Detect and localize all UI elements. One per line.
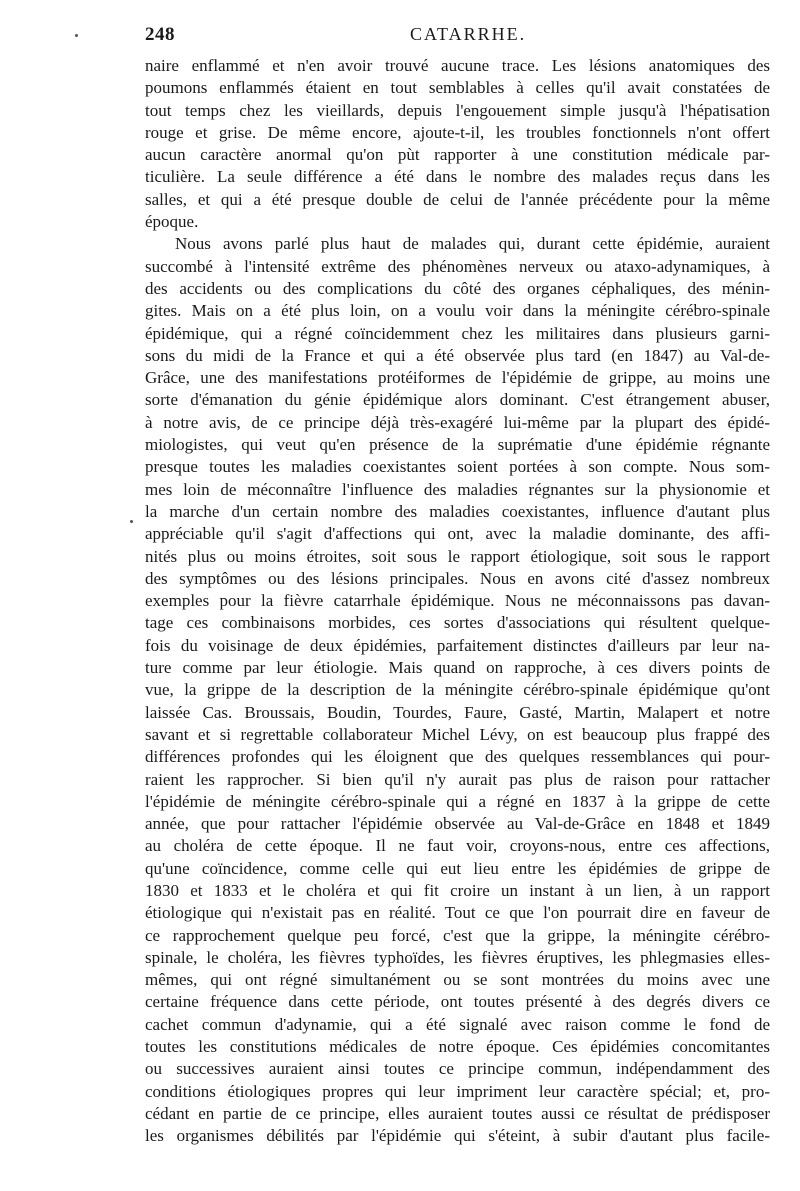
body-text [145, 55, 770, 1148]
text-line: raient les rapprocher. Si bien qu'il n'y aurait pas plus de raison pour rattacher [145, 769, 770, 789]
text-line: nités plus ou moins étroites, soit sous le rapport étiologique, soit sous le rapport [145, 546, 770, 566]
text-line: gites. Mais on a été plus loin, on a voulu voir dans la méningite cérébro-spinale [145, 301, 770, 321]
text-line: sorte d'émanation du génie épidémique alors dominant. C'est étrangement abuser, [145, 390, 770, 410]
text-line: étiologique qui n'existait pas en réalité. Tout ce que l'on pourrait dire en faveur de [145, 903, 770, 923]
text-line: exemples pour la fièvre catarrhale épidémique. Nous ne méconnaissons pas davan- [145, 591, 770, 611]
text-line: salles, et qui a été presque double de celui de l'année précédente pour la même [145, 189, 770, 209]
text-line: des accidents ou des complications du côté des organes céphaliques, des ménin- [145, 278, 770, 298]
text-line: qu'une coïncidence, comme celle qui eut lieu entre les épidémies de grippe de [145, 858, 770, 878]
text-line: cachet commun d'adynamie, qui a été signalé avec raison comme le fond de [145, 1014, 770, 1034]
text-line: ticulière. La seule différence a été dans le nombre des malades reçus dans les [145, 167, 770, 187]
text-line: année, que pour rattacher l'épidémie observée au Val-de-Grâce en 1848 et 1849 [145, 814, 770, 834]
text-line: ou successives auraient ainsi toutes ce principe commun, indépendamment des [145, 1059, 770, 1079]
text-line: miologistes, qui veut qu'en présence de la suprématie d'une épidémie régnante [145, 435, 770, 455]
text-line: 1830 et 1833 et le choléra et qui fit croire un instant à un lien, à un rapport [145, 880, 770, 900]
text-line: naire enflammé et n'en avoir trouvé aucune trace. Les lésions anatomiques des [145, 56, 770, 75]
running-head: CATARRHE. [410, 24, 527, 44]
text-line: conditions étiologiques propres qui leur impriment leur caractère spécial; et, pro- [145, 1081, 770, 1101]
text-line: vue, la grippe de la description de la méningite cérébro-spinale épidémique qu'ont [145, 680, 770, 700]
text-line: ce rapprochement quelque peu forcé, c'est que la grippe, la méningite cérébro- [145, 925, 770, 945]
margin-speck [75, 34, 78, 37]
text-line: à notre avis, de ce principe déjà très-exagéré lui-même par la plupart des épidé- [145, 412, 770, 432]
text-line: spinale, le choléra, les fièvres typhoïdes, les fièvres éruptives, les phlegmasies elles- [145, 947, 770, 967]
text-line: au choléra de cette époque. Il ne faut voir, croyons-nous, entre ces affections, [145, 836, 770, 856]
text-line: laissée Cas. Broussais, Boudin, Tourdes, Faure, Gasté, Martin, Malapert et notre [145, 702, 770, 722]
text-line: fois du voisinage de deux épidémies, parfaitement distinctes d'ailleurs par leur na- [145, 635, 770, 655]
text-line: cédant en partie de ce principe, elles auraient toutes aussi ce résultat de prédisposer [145, 1103, 770, 1123]
text-line: presque toutes les maladies coexistantes soient portées à son compte. Nous som- [145, 457, 770, 477]
text-line: toutes les constitutions médicales de notre époque. Ces épidémies concomitantes [145, 1037, 770, 1057]
text-line: succombé à l'intensité extrême des phénomènes nerveux ou ataxo-adynamiques, à [145, 256, 770, 276]
text-line: poumons enflammés étaient en tout semblables à celles qu'il avait constatées de [145, 78, 770, 98]
text-line: appréciable qu'il s'agit d'affections qui ont, avec la maladie dominante, des affi- [145, 524, 770, 544]
text-line: différences profondes qui les éloignent que des quelques ressemblances qui pour- [145, 747, 770, 767]
text-line: aucun caractère anormal qu'on pùt rapporter à une constitution médicale par- [145, 145, 770, 165]
page-number: 248 [145, 24, 175, 45]
paragraph-start-line: Nous avons parlé plus haut de malades qui, durant cette épidémie, auraient [175, 234, 770, 254]
text-line: savant et si regrettable collaborateur Michel Lévy, on est beaucoup plus frappé des [145, 724, 770, 744]
text-line: l'épidémie de méningite cérébro-spinale qui a régné en 1837 à la grippe de cette [145, 791, 770, 811]
page-header [145, 24, 770, 50]
text-line: ture comme par leur étiologie. Mais quand on rapproche, à ces divers points de [145, 658, 770, 678]
text-line: Grâce, une des manifestations protéiformes de l'épidémie de grippe, au moins une [145, 368, 770, 388]
text-line: les organismes débilités par l'épidémie qui s'éteint, à subir d'autant plus facile- [145, 1126, 770, 1146]
text-line: des symptômes ou des lésions principales. Nous en avons cité d'assez nombreux [145, 568, 770, 588]
text-line: la marche d'un certain nombre des maladies coexistantes, influence d'autant plus [145, 501, 770, 521]
text-line: certaine fréquence dans cette période, ont toutes présenté à des degrés divers ce [145, 992, 770, 1012]
margin-speck [130, 520, 133, 523]
text-line: tout temps chez les vieillards, depuis l'engouement simple jusqu'à l'hépatisation [145, 100, 770, 120]
text-line: mêmes, qui ont régné simultanément ou se sont montrées du moins avec une [145, 970, 770, 990]
text-line: épidémique, qui a régné coïncidemment chez les militaires dans plusieurs garni- [145, 323, 770, 343]
text-line: tage ces combinaisons morbides, ces sortes d'associations qui résultent quelque- [145, 613, 770, 633]
text-line: mes loin de méconnaître l'influence des maladies régnantes sur la physionomie et [145, 479, 770, 499]
paragraph-end-line: époque. [145, 212, 199, 232]
text-line: rouge et grise. De même encore, ajoute-t-il, les troubles fonctionnels n'ont offert [145, 122, 770, 142]
text-line: sons du midi de la France et qui a été observée plus tard (en 1847) au Val-de- [145, 345, 770, 365]
